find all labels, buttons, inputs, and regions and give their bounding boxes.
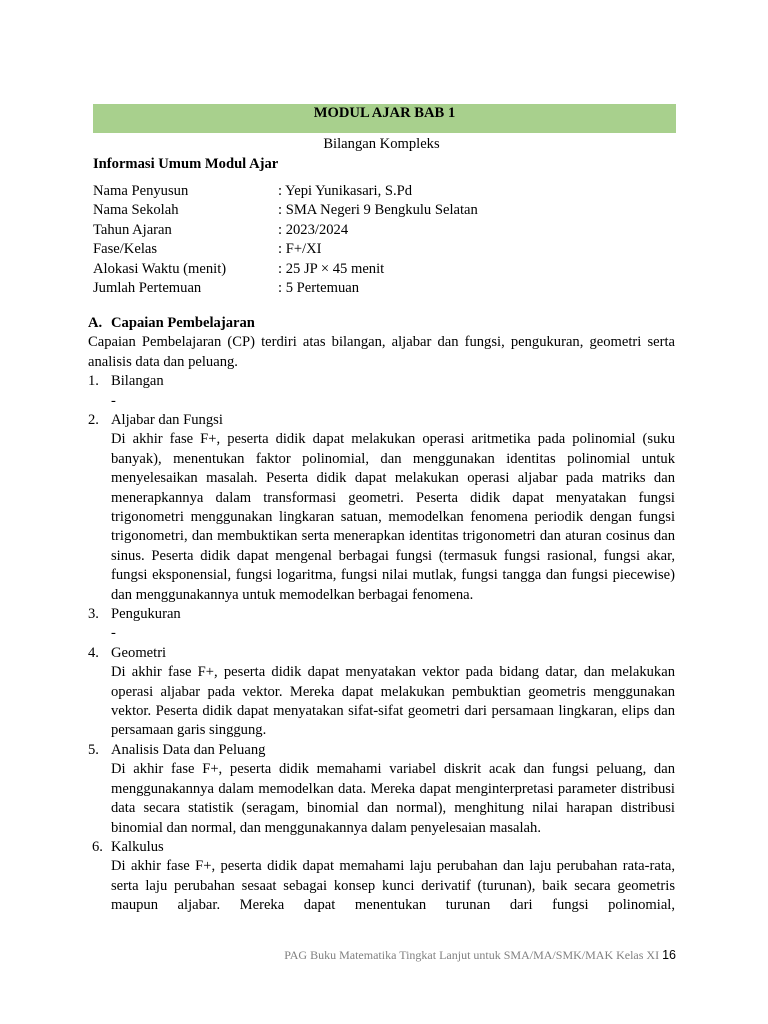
item-number: 4. bbox=[88, 644, 99, 661]
info-row bbox=[93, 182, 675, 201]
item-description: Di akhir fase F+, peserta didik memahami variabel diskrit acak dan fungsi peluang, dan menggunakannya dalam memodelkan data. Mereka dapat menginterpretasi parameter distribusi data secara statistik (seragam, binomial dan normal), menghitung nilai harapan distribusi binomial dan normal, dan menggunakannya dalam penyelesaian masalah. bbox=[111, 761, 675, 836]
info-row bbox=[93, 260, 675, 279]
info-row bbox=[93, 279, 675, 298]
item-number: 3. bbox=[88, 606, 99, 623]
item-number: 6. bbox=[92, 838, 103, 855]
info-row bbox=[93, 221, 675, 240]
info-label: Alokasi Waktu (menit) bbox=[93, 260, 227, 277]
item-body bbox=[111, 372, 675, 411]
list-item bbox=[88, 372, 675, 411]
info-row bbox=[93, 240, 675, 259]
info-row bbox=[93, 201, 675, 220]
module-title: MODUL AJAR BAB 1 bbox=[313, 105, 456, 121]
info-value: : F+/XI bbox=[278, 241, 322, 258]
section-intro: Capaian Pembelajaran (CP) terdiri atas bilangan, aljabar dan fungsi, pengukuran, geometri serta analisis data dan peluang. bbox=[88, 334, 675, 370]
item-number: 1. bbox=[88, 373, 99, 390]
list-item bbox=[88, 605, 675, 644]
item-description: Di akhir fase F+, peserta didik dapat menyatakan vektor pada bidang datar, dan melakukan operasi aljabar pada vektor. Mereka dapat melakukan pembuktian geometris menggunakan vektor. Peserta didik dapat menyatakan sifat-sifat geometri dari persamaan lingkaran, elips dan persamaan garis singgung. bbox=[111, 664, 675, 739]
item-title: Aljabar dan Fungsi bbox=[111, 411, 223, 428]
item-description: Di akhir fase F+, peserta didik dapat melakukan operasi aritmetika pada polinomial (suku banyak), menentukan faktor polinomial, dan menggunakan identitas polinomial untuk menyelesaikan masalah. Peserta didik dapat melakukan operasi aljabar pada matriks dan menerapkannya dalam transformasi geometri. Peserta didik dapat menyatakan fungsi trigonometri menggunakan lingkaran satuan, memodelkan fenomena periodik dengan fungsi trigonometri, dan membuktikan serta menerapkan identitas trigonometri dan aturan cosinus dan sinus. Peserta didik dapat mengenal berbagai fungsi (termasuk fungsi rasional, fungsi akar, fungsi eksponensial, fungsi logaritma, fungsi nilai mutlak, fungsi tangga dan fungsi piecewise) dan menggunakannya untuk memodelkan berbagai fenomena. bbox=[111, 431, 675, 603]
item-body bbox=[111, 411, 675, 605]
page-number: 16 bbox=[662, 948, 676, 962]
item-number: 2. bbox=[88, 411, 99, 428]
cp-list bbox=[88, 372, 675, 915]
module-subtitle: Bilangan Kompleks bbox=[323, 136, 440, 152]
section-letter: A. bbox=[88, 315, 103, 332]
module-title-banner bbox=[93, 104, 676, 133]
item-number: 5. bbox=[88, 741, 99, 758]
info-label: Jumlah Pertemuan bbox=[93, 279, 202, 296]
info-label: Nama Sekolah bbox=[93, 202, 179, 219]
list-item bbox=[88, 741, 675, 838]
document-page bbox=[88, 104, 675, 916]
info-value: : 25 JP × 45 menit bbox=[278, 260, 385, 277]
item-title: Pengukuran bbox=[111, 606, 181, 623]
item-description: - bbox=[111, 625, 116, 642]
item-title: Bilangan bbox=[111, 373, 164, 390]
info-label: Fase/Kelas bbox=[93, 241, 158, 258]
page-footer bbox=[284, 946, 676, 964]
item-body bbox=[111, 838, 675, 916]
item-description: - bbox=[111, 392, 116, 409]
list-item bbox=[88, 411, 675, 605]
info-heading: Informasi Umum Modul Ajar bbox=[93, 156, 279, 172]
info-label: Tahun Ajaran bbox=[93, 221, 172, 238]
item-body bbox=[111, 644, 675, 741]
footer-text: PAG Buku Matematika Tingkat Lanjut untuk SMA/MA/SMK/MAK Kelas XI bbox=[284, 948, 660, 962]
section-heading-capaian bbox=[88, 313, 675, 333]
list-item bbox=[88, 838, 675, 916]
section-title: Capaian Pembelajaran bbox=[111, 315, 255, 332]
item-title: Analisis Data dan Peluang bbox=[111, 741, 266, 758]
item-title: Kalkulus bbox=[111, 838, 164, 855]
info-value: : Yepi Yunikasari, S.Pd bbox=[278, 183, 413, 199]
info-value: : 2023/2024 bbox=[278, 221, 349, 238]
item-body bbox=[111, 741, 675, 838]
item-body bbox=[111, 605, 675, 644]
item-description: Di akhir fase F+, peserta didik dapat memahami laju perubahan dan laju perubahan rata-rata, serta laju perubahan sesaat sebagai konsep kunci derivatif (turunan), baik secara geometris maupun aljabar. Mereka dapat menentukan turunan dari fungsi polinomial, bbox=[111, 858, 675, 914]
info-table bbox=[93, 182, 675, 298]
info-label: Nama Penyusun bbox=[93, 183, 189, 199]
info-value: : SMA Negeri 9 Bengkulu Selatan bbox=[278, 202, 478, 219]
info-value: : 5 Pertemuan bbox=[278, 279, 360, 296]
list-item bbox=[88, 644, 675, 741]
item-title: Geometri bbox=[111, 644, 167, 661]
